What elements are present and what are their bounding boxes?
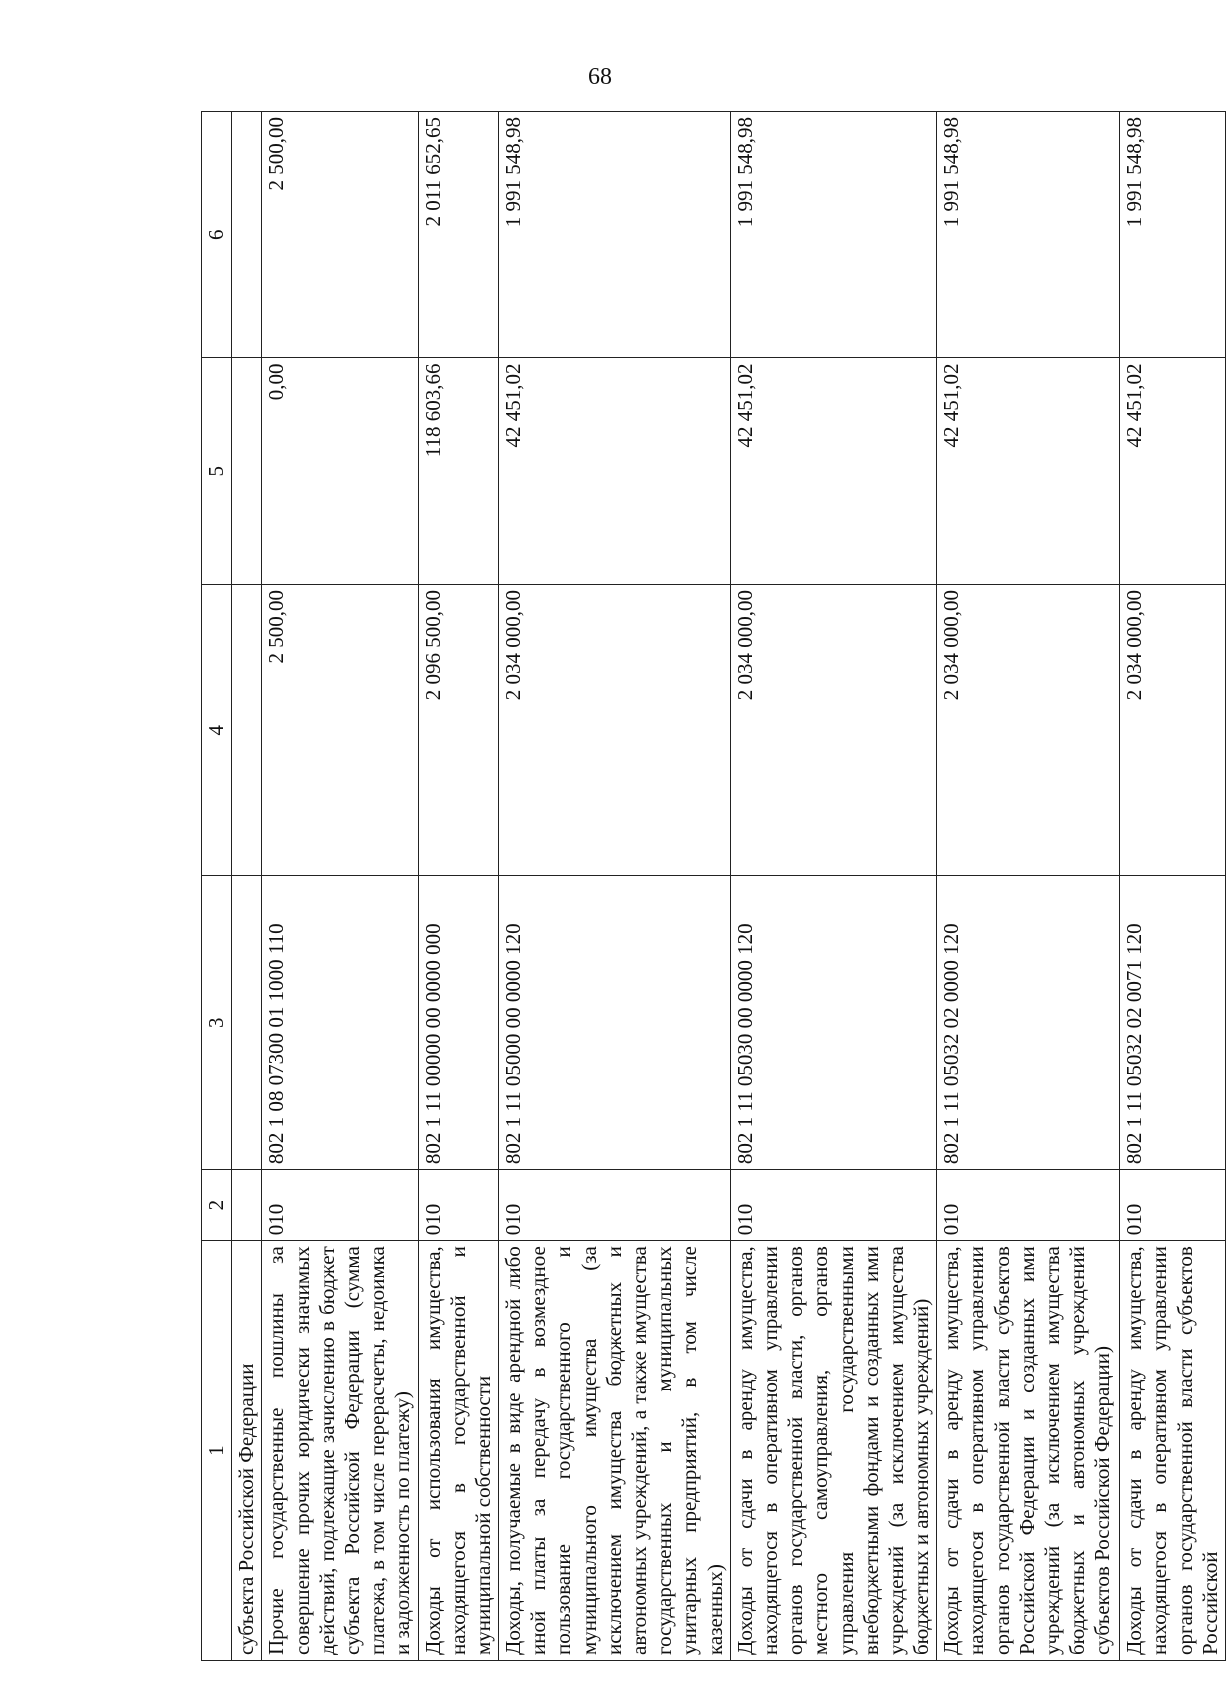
row-budget-code: 802 1 08 07300 01 1000 110 (262, 876, 418, 1170)
row-col4-value: 2 500,00 (262, 584, 418, 876)
row-col5-value: 42 451,02 (1120, 358, 1226, 584)
row-col6-value: 1 991 548,98 (937, 112, 1120, 359)
empty-cell (232, 876, 262, 1170)
row-line-code: 010 (418, 1170, 499, 1241)
row-col5-value: 42 451,02 (937, 358, 1120, 584)
row-budget-code: 802 1 11 05030 00 0000 120 (730, 876, 937, 1170)
row-col6-value: 1 991 548,98 (1120, 112, 1226, 359)
row-name: Прочие государственные пошлины за совершение прочих юридически значимых действий, подлежащие зачислению в бюджет субъекта Российской Федерации (сумма платежа, в том числе перерасчеты, недоимка и задолженность по платежу) (262, 1241, 418, 1661)
row-budget-code: 802 1 11 05032 02 0000 120 (937, 876, 1120, 1170)
header-cell-1: 1 (202, 1241, 232, 1661)
row-budget-code: 802 1 11 00000 00 0000 000 (418, 876, 499, 1170)
revenue-table (201, 111, 1226, 1661)
row-col6-value: 1 991 548,98 (730, 112, 937, 359)
continuation-text: субъекта Российской Федерации (232, 1241, 262, 1661)
row-line-code: 010 (730, 1170, 937, 1241)
table-row (499, 112, 731, 1661)
row-col4-value: 2 034 000,00 (499, 584, 731, 876)
row-name: Доходы от сдачи в аренду имущества, находящегося в оперативном управлении органов государственной власти, органов местного самоуправления, органов управления государственными внебюджетными фондами и созданных ими учреждений (за исключением имущества бюджетных и автономных учреждений) (730, 1241, 937, 1661)
header-cell-6: 6 (202, 112, 232, 359)
rotated-table-sheet (201, 111, 1222, 1661)
row-line-code: 010 (937, 1170, 1120, 1241)
empty-cell (232, 584, 262, 876)
row-col6-value: 1 991 548,98 (499, 112, 731, 359)
page-number: 68 (588, 64, 612, 90)
row-name: Доходы от сдачи в аренду имущества, находящегося в оперативном управлении органов государственной власти субъектов Российской Федерации и созданных ими учреждений (за исключением имущества бюджетных и автономных учреждений субъектов Российской Федерации) (937, 1241, 1120, 1661)
header-cell-4: 4 (202, 584, 232, 876)
header-row (202, 112, 232, 1661)
empty-cell (232, 112, 262, 359)
table-row (730, 112, 937, 1661)
table-row (937, 112, 1120, 1661)
row-col5-value: 0,00 (262, 358, 418, 584)
empty-cell (232, 358, 262, 584)
empty-cell (232, 1170, 262, 1241)
row-col5-value: 42 451,02 (499, 358, 731, 584)
table-row (418, 112, 499, 1661)
header-cell-2: 2 (202, 1170, 232, 1241)
row-line-code: 010 (262, 1170, 418, 1241)
row-budget-code: 802 1 11 05032 02 0071 120 (1120, 876, 1226, 1170)
row-col4-value: 2 034 000,00 (730, 584, 937, 876)
row-col4-value: 2 034 000,00 (1120, 584, 1226, 876)
continuation-row (232, 112, 262, 1661)
row-budget-code: 802 1 11 05000 00 0000 120 (499, 876, 731, 1170)
header-cell-3: 3 (202, 876, 232, 1170)
row-name: Доходы, получаемые в виде арендной либо иной платы за передачу в возмездное пользование государственного и муниципального имущества (за исключением имущества бюджетных и автономных учреждений, а также имущества государственных и муниципальных унитарных предприятий, в том числе казенных) (499, 1241, 731, 1661)
row-col4-value: 2 096 500,00 (418, 584, 499, 876)
row-name: Доходы от сдачи в аренду имущества, находящегося в оперативном управлении органов государственной власти субъектов Российской (1120, 1241, 1226, 1661)
row-col5-value: 42 451,02 (730, 358, 937, 584)
table-row (1120, 112, 1226, 1661)
row-line-code: 010 (1120, 1170, 1226, 1241)
row-col4-value: 2 034 000,00 (937, 584, 1120, 876)
row-col6-value: 2 500,00 (262, 112, 418, 359)
row-col6-value: 2 011 652,65 (418, 112, 499, 359)
table-row (262, 112, 418, 1661)
row-name: Доходы от использования имущества, находящегося в государственной и муниципальной собственности (418, 1241, 499, 1661)
row-line-code: 010 (499, 1170, 731, 1241)
header-cell-5: 5 (202, 358, 232, 584)
row-col5-value: 118 603,66 (418, 358, 499, 584)
